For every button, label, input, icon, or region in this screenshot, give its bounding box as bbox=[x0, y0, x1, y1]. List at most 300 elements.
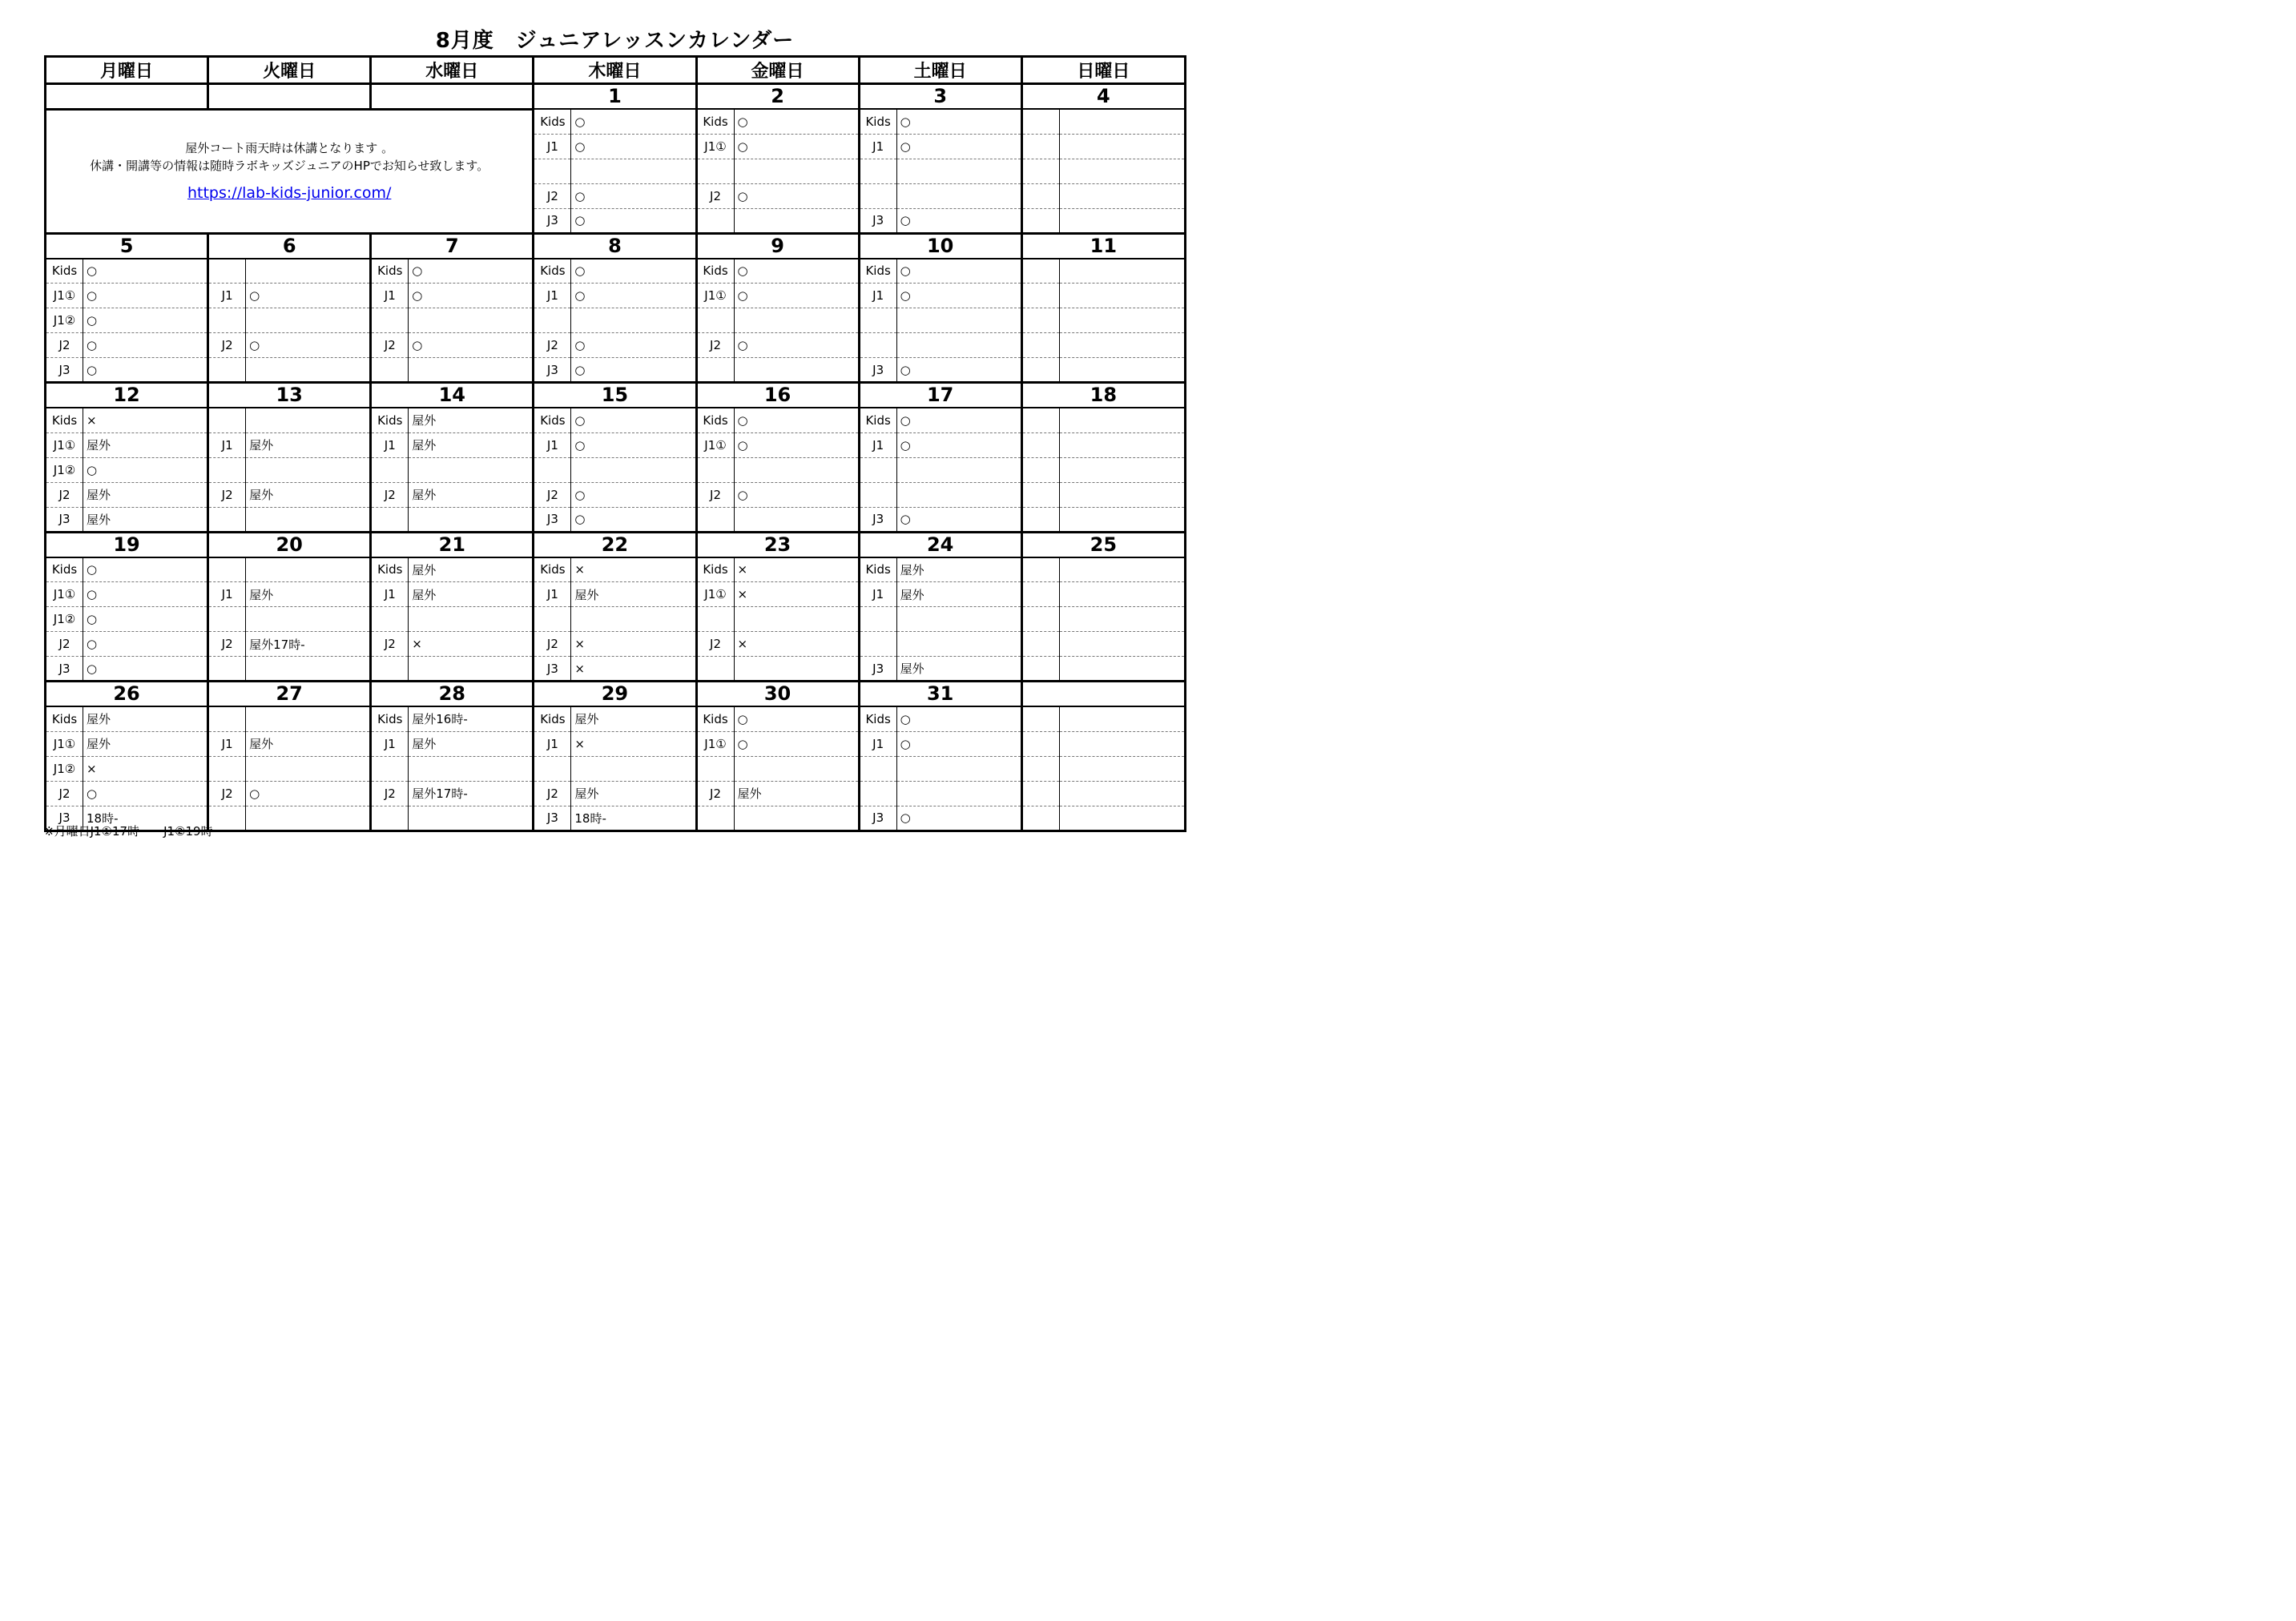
slot-class-label bbox=[208, 607, 246, 632]
slot-class-label bbox=[1021, 582, 1059, 607]
slot-class-label: J1 bbox=[534, 134, 571, 159]
slot-status bbox=[734, 457, 859, 482]
slot-row bbox=[46, 482, 1186, 507]
slot-status: ○ bbox=[896, 109, 1021, 134]
slot-status: ○ bbox=[571, 358, 696, 383]
weekday-header: 月曜日 bbox=[46, 57, 208, 84]
slot-class-label bbox=[208, 756, 246, 781]
slot-class-label bbox=[1021, 806, 1059, 831]
slot-status bbox=[1059, 408, 1185, 432]
slot-status: ○ bbox=[734, 183, 859, 208]
slot-status: 屋外 bbox=[409, 557, 534, 582]
slot-row bbox=[46, 259, 1186, 284]
slot-class-label: J1 bbox=[371, 432, 409, 457]
slot-class-label: J2 bbox=[696, 781, 734, 806]
slot-class-label bbox=[1021, 208, 1059, 233]
slot-class-label: Kids bbox=[859, 557, 896, 582]
date-cell: 7 bbox=[371, 233, 534, 259]
date-cell: 17 bbox=[859, 383, 1021, 408]
slot-class-label bbox=[534, 308, 571, 333]
slot-status: 屋外17時- bbox=[409, 781, 534, 806]
weekday-header: 火曜日 bbox=[208, 57, 371, 84]
slot-status bbox=[1059, 582, 1185, 607]
slot-row bbox=[46, 706, 1186, 731]
slot-class-label bbox=[1021, 259, 1059, 284]
date-cell: 27 bbox=[208, 682, 371, 707]
slot-status: 18時- bbox=[83, 806, 208, 831]
slot-class-label: J2 bbox=[46, 781, 83, 806]
slot-row bbox=[46, 507, 1186, 532]
slot-status bbox=[1059, 557, 1185, 582]
slot-status: 屋外 bbox=[246, 731, 371, 756]
slot-class-label bbox=[1021, 284, 1059, 308]
slot-status bbox=[1059, 134, 1185, 159]
slot-status: 18時- bbox=[571, 806, 696, 831]
slot-status: × bbox=[734, 582, 859, 607]
slot-class-label: Kids bbox=[371, 557, 409, 582]
slot-class-label bbox=[1021, 134, 1059, 159]
slot-class-label: J3 bbox=[534, 358, 571, 383]
slot-status: ○ bbox=[83, 607, 208, 632]
slot-status bbox=[1059, 457, 1185, 482]
slot-status: 屋外 bbox=[896, 557, 1021, 582]
slot-status bbox=[1059, 358, 1185, 383]
slot-class-label: J3 bbox=[859, 806, 896, 831]
slot-class-label: Kids bbox=[534, 557, 571, 582]
date-cell: 1 bbox=[534, 84, 696, 110]
slot-class-label bbox=[859, 632, 896, 657]
slot-status: ○ bbox=[246, 333, 371, 358]
slot-status: 屋外 bbox=[734, 781, 859, 806]
slot-status bbox=[571, 607, 696, 632]
date-cell: 23 bbox=[696, 532, 859, 557]
weekday-header: 金曜日 bbox=[696, 57, 859, 84]
date-cell: 25 bbox=[1021, 532, 1185, 557]
slot-class-label bbox=[371, 507, 409, 532]
slot-class-label: J2 bbox=[371, 333, 409, 358]
slot-status: 屋外 bbox=[83, 507, 208, 532]
slot-row bbox=[46, 632, 1186, 657]
date-cell: 8 bbox=[534, 233, 696, 259]
date-cell bbox=[371, 84, 534, 110]
slot-class-label: J1 bbox=[371, 284, 409, 308]
slot-row bbox=[46, 333, 1186, 358]
slot-class-label: J3 bbox=[534, 507, 571, 532]
slot-status: ○ bbox=[896, 408, 1021, 432]
slot-status: ○ bbox=[571, 507, 696, 532]
slot-class-label bbox=[208, 358, 246, 383]
slot-status bbox=[409, 457, 534, 482]
slot-class-label bbox=[696, 159, 734, 183]
date-cell: 18 bbox=[1021, 383, 1185, 408]
slot-class-label bbox=[1021, 159, 1059, 183]
slot-status: 屋外 bbox=[83, 482, 208, 507]
slot-class-label: J2 bbox=[534, 632, 571, 657]
slot-class-label: J2 bbox=[534, 781, 571, 806]
page-title: 8月度 ジュニアレッスンカレンダー bbox=[435, 29, 795, 53]
slot-class-label: Kids bbox=[46, 557, 83, 582]
slot-class-label: Kids bbox=[534, 259, 571, 284]
weekday-header: 木曜日 bbox=[534, 57, 696, 84]
slot-class-label: J1 bbox=[534, 582, 571, 607]
slot-status bbox=[1059, 159, 1185, 183]
slot-status: ○ bbox=[896, 208, 1021, 233]
slot-status: 屋外 bbox=[571, 781, 696, 806]
slot-class-label: J1 bbox=[534, 284, 571, 308]
slot-class-label: J2 bbox=[371, 781, 409, 806]
slot-status bbox=[409, 756, 534, 781]
slot-class-label bbox=[696, 507, 734, 532]
slot-class-label bbox=[208, 457, 246, 482]
slot-status: 屋外 bbox=[571, 706, 696, 731]
slot-row bbox=[46, 432, 1186, 457]
slot-class-label bbox=[208, 308, 246, 333]
slot-status bbox=[246, 607, 371, 632]
slot-class-label: J1② bbox=[46, 756, 83, 781]
slot-status: ○ bbox=[734, 408, 859, 432]
slot-status bbox=[1059, 308, 1185, 333]
slot-status: ○ bbox=[571, 284, 696, 308]
slot-status: ○ bbox=[83, 457, 208, 482]
slot-class-label: J2 bbox=[208, 482, 246, 507]
slot-class-label: J2 bbox=[696, 632, 734, 657]
slot-status bbox=[1059, 706, 1185, 731]
slot-class-label: Kids bbox=[859, 259, 896, 284]
slot-status: ○ bbox=[734, 284, 859, 308]
slot-class-label bbox=[859, 333, 896, 358]
slot-status bbox=[1059, 806, 1185, 831]
slot-class-label bbox=[1021, 632, 1059, 657]
slot-class-label bbox=[1021, 482, 1059, 507]
slot-status bbox=[734, 159, 859, 183]
slot-status bbox=[1059, 632, 1185, 657]
slot-class-label: Kids bbox=[534, 706, 571, 731]
slot-class-label bbox=[208, 657, 246, 682]
slot-status bbox=[734, 507, 859, 532]
slot-class-label: J2 bbox=[208, 333, 246, 358]
slot-class-label: J1① bbox=[46, 432, 83, 457]
slot-class-label: J1② bbox=[46, 308, 83, 333]
date-cell: 14 bbox=[371, 383, 534, 408]
slot-class-label: J1 bbox=[208, 731, 246, 756]
slot-class-label bbox=[371, 358, 409, 383]
slot-status bbox=[734, 756, 859, 781]
slot-class-label: J3 bbox=[534, 208, 571, 233]
date-cell: 31 bbox=[859, 682, 1021, 707]
slot-class-label bbox=[1021, 457, 1059, 482]
slot-class-label bbox=[534, 756, 571, 781]
homepage-link[interactable]: https://lab-kids-junior.com/ bbox=[187, 184, 392, 202]
slot-class-label bbox=[1021, 333, 1059, 358]
slot-status: ○ bbox=[83, 582, 208, 607]
slot-class-label: J1① bbox=[46, 582, 83, 607]
slot-class-label: J1 bbox=[859, 284, 896, 308]
slot-status: 屋外 bbox=[246, 582, 371, 607]
slot-status: ○ bbox=[896, 134, 1021, 159]
slot-status bbox=[246, 408, 371, 432]
notice-box bbox=[46, 109, 534, 233]
slot-class-label bbox=[859, 607, 896, 632]
slot-status: ○ bbox=[571, 208, 696, 233]
slot-status bbox=[1059, 607, 1185, 632]
date-cell: 22 bbox=[534, 532, 696, 557]
slot-class-label bbox=[1021, 183, 1059, 208]
date-row bbox=[46, 383, 1186, 408]
slot-class-label bbox=[1021, 557, 1059, 582]
slot-status: ○ bbox=[896, 706, 1021, 731]
slot-status bbox=[1059, 333, 1185, 358]
slot-status: ○ bbox=[896, 259, 1021, 284]
slot-class-label bbox=[1021, 109, 1059, 134]
slot-status: ○ bbox=[734, 134, 859, 159]
date-cell: 26 bbox=[46, 682, 208, 707]
slot-status: 屋外 bbox=[83, 731, 208, 756]
slot-status: ○ bbox=[734, 432, 859, 457]
slot-class-label bbox=[696, 756, 734, 781]
date-cell: 29 bbox=[534, 682, 696, 707]
slot-class-label: J2 bbox=[46, 482, 83, 507]
slot-class-label bbox=[696, 607, 734, 632]
date-cell: 28 bbox=[371, 682, 534, 707]
slot-status bbox=[246, 706, 371, 731]
slot-status: × bbox=[571, 557, 696, 582]
slot-status: ○ bbox=[734, 731, 859, 756]
slot-status bbox=[1059, 731, 1185, 756]
slot-class-label: J3 bbox=[534, 806, 571, 831]
slot-status bbox=[734, 208, 859, 233]
slot-class-label: J1① bbox=[46, 284, 83, 308]
slot-row bbox=[46, 109, 1186, 134]
slot-status bbox=[1059, 781, 1185, 806]
slot-class-label: J1② bbox=[46, 457, 83, 482]
slot-class-label bbox=[371, 657, 409, 682]
slot-status bbox=[246, 806, 371, 831]
slot-class-label bbox=[1021, 731, 1059, 756]
slot-class-label: J1 bbox=[859, 731, 896, 756]
slot-status: × bbox=[571, 731, 696, 756]
slot-class-label: Kids bbox=[696, 557, 734, 582]
slot-class-label bbox=[696, 308, 734, 333]
slot-status bbox=[409, 358, 534, 383]
slot-status: 屋外 bbox=[409, 408, 534, 432]
slot-class-label: J1① bbox=[696, 582, 734, 607]
slot-status bbox=[896, 183, 1021, 208]
slot-class-label: J3 bbox=[859, 657, 896, 682]
slot-status: 屋外16時- bbox=[409, 706, 534, 731]
slot-class-label: J1 bbox=[859, 432, 896, 457]
weekday-header: 日曜日 bbox=[1021, 57, 1185, 84]
slot-class-label: J1① bbox=[46, 731, 83, 756]
slot-class-label: J2 bbox=[696, 333, 734, 358]
slot-status bbox=[1059, 482, 1185, 507]
slot-class-label bbox=[534, 457, 571, 482]
slot-class-label: J1 bbox=[371, 731, 409, 756]
date-cell: 30 bbox=[696, 682, 859, 707]
slot-status: ○ bbox=[83, 632, 208, 657]
slot-class-label: J1① bbox=[696, 731, 734, 756]
slot-status: × bbox=[734, 632, 859, 657]
slot-class-label: Kids bbox=[859, 706, 896, 731]
slot-status: ○ bbox=[83, 259, 208, 284]
slot-status: ○ bbox=[83, 557, 208, 582]
slot-status: ○ bbox=[83, 657, 208, 682]
slot-class-label: Kids bbox=[46, 706, 83, 731]
slot-status: ○ bbox=[246, 284, 371, 308]
slot-class-label: J3 bbox=[46, 507, 83, 532]
slot-status: ○ bbox=[83, 284, 208, 308]
date-cell: 19 bbox=[46, 532, 208, 557]
notice-line: 屋外コート雨天時は休講となります 。 bbox=[185, 141, 394, 155]
slot-status bbox=[734, 358, 859, 383]
slot-status: ○ bbox=[409, 333, 534, 358]
slot-status bbox=[734, 806, 859, 831]
date-row bbox=[46, 84, 1186, 110]
slot-class-label: J2 bbox=[534, 482, 571, 507]
slot-status bbox=[246, 507, 371, 532]
slot-class-label bbox=[1021, 308, 1059, 333]
slot-status bbox=[1059, 109, 1185, 134]
slot-class-label: J1 bbox=[859, 582, 896, 607]
slot-status: ○ bbox=[734, 706, 859, 731]
slot-status bbox=[246, 259, 371, 284]
slot-row bbox=[46, 756, 1186, 781]
slot-class-label: J1① bbox=[696, 134, 734, 159]
slot-status bbox=[246, 308, 371, 333]
slot-class-label: J1 bbox=[371, 582, 409, 607]
slot-class-label: J1 bbox=[208, 284, 246, 308]
slot-class-label bbox=[1021, 756, 1059, 781]
slot-class-label bbox=[859, 482, 896, 507]
slot-status bbox=[896, 632, 1021, 657]
slot-status: ○ bbox=[246, 781, 371, 806]
slot-status bbox=[896, 607, 1021, 632]
slot-status: ○ bbox=[409, 284, 534, 308]
slot-status: 屋外 bbox=[571, 582, 696, 607]
slot-status bbox=[246, 557, 371, 582]
weekday-header-row bbox=[46, 57, 1186, 84]
slot-status bbox=[896, 781, 1021, 806]
slot-status bbox=[896, 756, 1021, 781]
slot-status: × bbox=[83, 756, 208, 781]
slot-class-label bbox=[1021, 706, 1059, 731]
date-cell: 3 bbox=[859, 84, 1021, 110]
slot-class-label: J2 bbox=[46, 333, 83, 358]
date-cell: 24 bbox=[859, 532, 1021, 557]
slot-status bbox=[1059, 432, 1185, 457]
slot-status: ○ bbox=[83, 308, 208, 333]
slot-status: 屋外 bbox=[896, 657, 1021, 682]
slot-status: ○ bbox=[896, 731, 1021, 756]
slot-status: ○ bbox=[83, 781, 208, 806]
slot-class-label bbox=[534, 159, 571, 183]
slot-class-label: J2 bbox=[534, 333, 571, 358]
slot-status: ○ bbox=[571, 109, 696, 134]
slot-class-label: Kids bbox=[371, 408, 409, 432]
slot-status bbox=[896, 159, 1021, 183]
slot-status bbox=[896, 482, 1021, 507]
date-row bbox=[46, 682, 1186, 707]
notice-line: 休講・開講等の情報は随時ラボキッズジュニアのHPでお知らせ致します。 bbox=[90, 159, 489, 173]
slot-status bbox=[896, 457, 1021, 482]
slot-status bbox=[1059, 208, 1185, 233]
slot-status bbox=[1059, 657, 1185, 682]
slot-status: × bbox=[571, 657, 696, 682]
lesson-calendar bbox=[44, 55, 1186, 832]
slot-status: 屋外 bbox=[83, 432, 208, 457]
slot-class-label bbox=[696, 806, 734, 831]
slot-status bbox=[1059, 259, 1185, 284]
slot-class-label: J3 bbox=[534, 657, 571, 682]
slot-class-label bbox=[1021, 358, 1059, 383]
slot-row bbox=[46, 284, 1186, 308]
slot-class-label: J3 bbox=[46, 657, 83, 682]
slot-status: ○ bbox=[571, 482, 696, 507]
slot-class-label bbox=[1021, 781, 1059, 806]
date-cell: 21 bbox=[371, 532, 534, 557]
slot-class-label: Kids bbox=[371, 706, 409, 731]
slot-class-label bbox=[1021, 607, 1059, 632]
slot-class-label bbox=[371, 457, 409, 482]
slot-row bbox=[46, 408, 1186, 432]
slot-class-label: J1 bbox=[208, 582, 246, 607]
slot-status: 屋外17時- bbox=[246, 632, 371, 657]
slot-class-label: J2 bbox=[371, 632, 409, 657]
slot-class-label: J1① bbox=[696, 284, 734, 308]
slot-status: × bbox=[409, 632, 534, 657]
date-cell: 9 bbox=[696, 233, 859, 259]
slot-status bbox=[1059, 756, 1185, 781]
slot-status bbox=[409, 308, 534, 333]
slot-status bbox=[571, 457, 696, 482]
date-cell: 11 bbox=[1021, 233, 1185, 259]
slot-class-label: Kids bbox=[696, 259, 734, 284]
slot-class-label bbox=[371, 756, 409, 781]
slot-status: ○ bbox=[83, 333, 208, 358]
slot-row bbox=[46, 781, 1186, 806]
slot-class-label: Kids bbox=[46, 408, 83, 432]
slot-class-label: Kids bbox=[859, 109, 896, 134]
slot-row bbox=[46, 358, 1186, 383]
slot-status: 屋外 bbox=[409, 731, 534, 756]
slot-class-label bbox=[208, 557, 246, 582]
slot-class-label: J2 bbox=[371, 482, 409, 507]
slot-status: × bbox=[734, 557, 859, 582]
slot-status: 屋外 bbox=[83, 706, 208, 731]
date-cell: 5 bbox=[46, 233, 208, 259]
slot-class-label bbox=[534, 607, 571, 632]
slot-class-label bbox=[859, 183, 896, 208]
slot-class-label bbox=[1021, 408, 1059, 432]
weekday-header: 土曜日 bbox=[859, 57, 1021, 84]
slot-class-label: J1 bbox=[859, 134, 896, 159]
slot-class-label: J3 bbox=[46, 358, 83, 383]
slot-status bbox=[896, 308, 1021, 333]
slot-status: ○ bbox=[409, 259, 534, 284]
slot-class-label: Kids bbox=[696, 408, 734, 432]
slot-status bbox=[1059, 183, 1185, 208]
slot-status: ○ bbox=[734, 109, 859, 134]
slot-status: ○ bbox=[734, 333, 859, 358]
slot-status bbox=[246, 457, 371, 482]
slot-class-label bbox=[208, 408, 246, 432]
slot-status bbox=[571, 308, 696, 333]
date-cell: 16 bbox=[696, 383, 859, 408]
slot-class-label bbox=[859, 457, 896, 482]
date-cell bbox=[1021, 682, 1185, 707]
slot-status bbox=[409, 507, 534, 532]
slot-status bbox=[409, 607, 534, 632]
slot-class-label bbox=[859, 756, 896, 781]
